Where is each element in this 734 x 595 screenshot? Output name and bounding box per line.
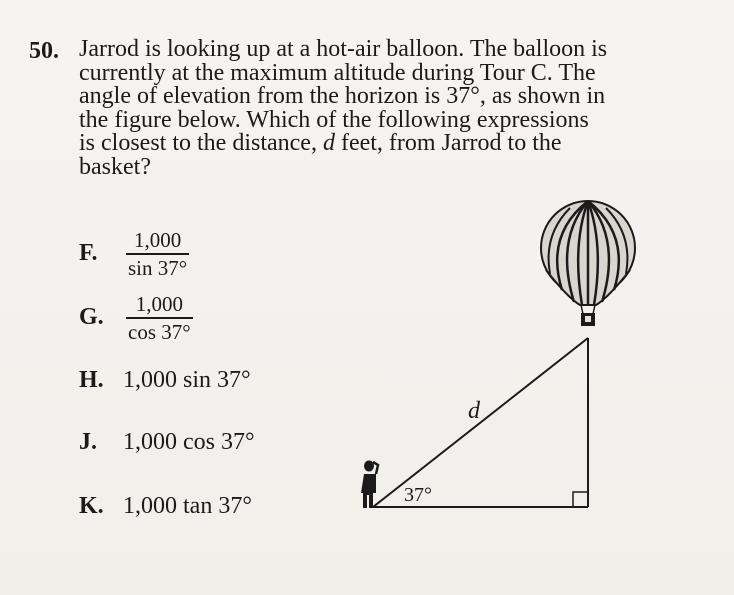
question-stem <box>79 38 709 179</box>
choice-f-fraction[interactable] <box>126 229 189 279</box>
question-number: 50. <box>29 38 59 64</box>
choice-f-letter[interactable]: F. <box>79 240 98 266</box>
variable-d: d <box>322 130 335 156</box>
angle-label: 37° <box>404 484 432 506</box>
stem-line: angle of elevation from the horizon is 37°, as shown in <box>79 83 606 109</box>
stem-line: the figure below. Which of the following expressions <box>79 106 589 133</box>
hypotenuse-label: d <box>468 398 480 424</box>
choice-k[interactable] <box>79 493 252 519</box>
choice-h-letter: H. <box>79 367 104 393</box>
choice-g-denominator: cos 37° <box>128 319 191 344</box>
choice-h[interactable] <box>79 367 251 393</box>
hot-air-balloon-icon <box>541 201 635 326</box>
stem-text: is closest to the distance, <box>79 130 323 156</box>
elevation-figure <box>340 190 660 520</box>
choice-f-numerator: 1,000 <box>133 228 182 252</box>
choice-h-expression: 1,000 sin 37° <box>123 367 251 393</box>
choice-g-numerator: 1,000 <box>135 292 183 316</box>
right-triangle <box>373 338 588 507</box>
choice-j-letter: J. <box>79 429 97 455</box>
choice-g-fraction[interactable] <box>126 293 193 343</box>
choice-f-denominator: sin 37° <box>128 255 188 280</box>
right-angle-marker <box>573 492 588 507</box>
stem-text: feet, from Jarrod to the <box>334 130 562 156</box>
choice-j-expression: 1,000 cos 37° <box>123 429 255 455</box>
stem-line: basket? <box>79 153 151 180</box>
stem-line <box>79 132 709 156</box>
choice-k-letter: K. <box>79 493 104 519</box>
stem-line: Jarrod is looking up at a hot-air balloon. The balloon is <box>79 36 608 62</box>
choice-j[interactable] <box>79 429 255 455</box>
stem-line: currently at the maximum altitude during Tour C. The <box>79 59 596 86</box>
triangle-hypotenuse <box>373 338 588 507</box>
choice-k-expression: 1,000 tan 37° <box>123 493 252 519</box>
person-icon <box>361 461 378 509</box>
choice-g-letter[interactable]: G. <box>79 304 104 330</box>
